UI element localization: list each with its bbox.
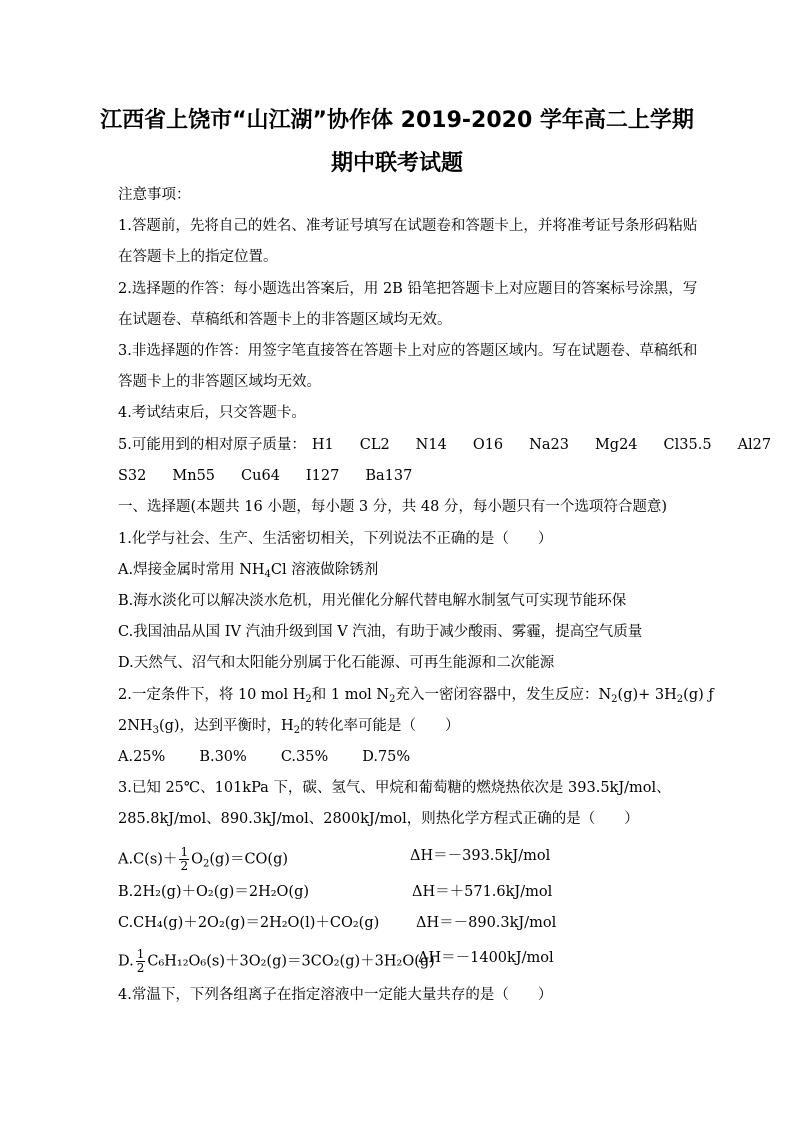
q2-option: A.25% bbox=[118, 749, 166, 765]
atom-mass: Cu64 bbox=[241, 468, 280, 484]
q1-option-a: A.焊接金属时常用 $NH_4Cl$ 溶液做除锈剂 bbox=[118, 562, 379, 580]
q3-stem-line1: 3.已知 25℃、101kPa 下，碳、氢气、甲烷和葡萄糖的燃烧热依次是 393.5kJ/mol、 bbox=[118, 780, 671, 796]
q2-stem-line2: $2NH_3(g)$，达到平衡时，$H_2$的转化率可能是（ ） bbox=[118, 718, 460, 736]
q1-option-d: D.天然气、沼气和太阳能分别属于化石能源、可再生能源和二次能源 bbox=[118, 655, 555, 671]
note-3b: 答题卡上的非答题区域均无效。 bbox=[118, 374, 321, 390]
q3-b-enthalpy: ΔH＝＋571.6kJ/mol bbox=[412, 884, 553, 900]
q3-a-enthalpy: ΔH＝－393.5kJ/mol bbox=[410, 848, 551, 864]
section-heading: 一、选择题(本题共 16 小题，每小题 3 分，共 48 分，每小题只有一个选项符合题意) bbox=[118, 499, 668, 515]
atom-mass: Mn55 bbox=[172, 468, 216, 484]
note-4: 4.考试结束后，只交答题卡。 bbox=[118, 405, 306, 421]
q3-stem-line2: 285.8kJ/mol、890.3kJ/mol、2800kJ/mol，则热化学方程式正确的是（ ） bbox=[118, 811, 639, 827]
atom-mass: N14 bbox=[415, 437, 447, 453]
q3-c-enthalpy: ΔH＝－890.3kJ/mol bbox=[416, 915, 557, 931]
notes-heading: 注意事项： bbox=[118, 187, 191, 203]
q1-stem: 1.化学与社会、生产、生活密切相关，下列说法不正确的是（ ） bbox=[118, 531, 553, 547]
q3-option-c: C.CH₄(g)＋2O₂(g)＝2H₂O(l)＋CO₂(g) bbox=[118, 915, 380, 931]
q2-option: C.35% bbox=[280, 749, 329, 765]
atom-mass: Mg24 bbox=[594, 437, 638, 453]
atom-mass: Ba137 bbox=[365, 468, 413, 484]
note-5-row2 bbox=[118, 466, 412, 486]
note-2b: 在试题卷、草稿纸和答题卡上的非答题区域均无效。 bbox=[118, 312, 452, 328]
q2-option: B.30% bbox=[199, 749, 247, 765]
q1-option-c: C.我国油品从国 IV 汽油升级到国 V 汽油，有助于减少酸雨、雾霾，提高空气质量 bbox=[118, 624, 643, 640]
note-5-prefix: 5.可能用到的相对原子质量： bbox=[118, 437, 306, 453]
page-title-line2: 期中联考试题 bbox=[330, 151, 463, 176]
note-5-row1 bbox=[118, 435, 771, 455]
fraction: $\frac{1}{2}$ bbox=[180, 845, 189, 873]
atom-mass: O16 bbox=[472, 437, 504, 453]
q2-stem-line1: 2.一定条件下，将 10 mol $H_2$和 1 mol $N_2$充入一密闭容器中，发生反应：$N_2(g)+ 3H_2(g)$ ƒ bbox=[118, 687, 714, 705]
atom-mass: CL2 bbox=[359, 437, 390, 453]
q2-options bbox=[118, 747, 444, 767]
page-title-line1: 江西省上饶市“山江湖”协作体 2019-2020 学年高二上学期 bbox=[100, 108, 694, 133]
note-1a: 1.答题前，先将自己的姓名、准考证号填写在试题卷和答题卡上，并将准考证号条形码粘贴 bbox=[118, 218, 698, 234]
atom-mass: Al27 bbox=[737, 437, 772, 453]
note-2a: 2.选择题的作答：每小题选出答案后，用 2B 铅笔把答题卡上对应题目的答案标号涂黑，写 bbox=[118, 281, 698, 297]
q4-stem: 4.常温下，下列各组离子在指定溶液中一定能大量共存的是（ ） bbox=[118, 987, 553, 1003]
q1-option-b: B.海水淡化可以解决淡水危机，用光催化分解代替电解水制氢气可实现节能环保 bbox=[118, 593, 627, 609]
atom-mass: Na23 bbox=[529, 437, 569, 453]
atom-mass: S32 bbox=[118, 468, 147, 484]
atom-mass: Cl35.5 bbox=[663, 437, 712, 453]
q3-option-d: D. $\frac{1}{2}$ C₆H₁₂O₆(s)＋3O₂(g)＝3CO₂(g)＋3H₂O(g) bbox=[118, 947, 435, 975]
fraction: $\frac{1}{2}$ bbox=[136, 947, 145, 975]
atom-mass: I127 bbox=[305, 468, 340, 484]
q3-d-enthalpy: ΔH＝－1400kJ/mol bbox=[418, 950, 554, 966]
note-3a: 3.非选择题的作答：用签字笔直接答在答题卡上对应的答题区域内。写在试题卷、草稿纸和 bbox=[118, 343, 698, 359]
atom-mass: H1 bbox=[311, 437, 334, 453]
q3-option-b: B.2H₂(g)＋O₂(g)＝2H₂O(g) bbox=[118, 884, 310, 900]
note-1b: 在答题卡上的指定位置。 bbox=[118, 249, 278, 265]
q3-option-a: A.C(s)＋ $\frac{1}{2}$ $O_2(g)=CO(g)$ bbox=[118, 845, 289, 873]
q2-option: D.75% bbox=[362, 749, 411, 765]
